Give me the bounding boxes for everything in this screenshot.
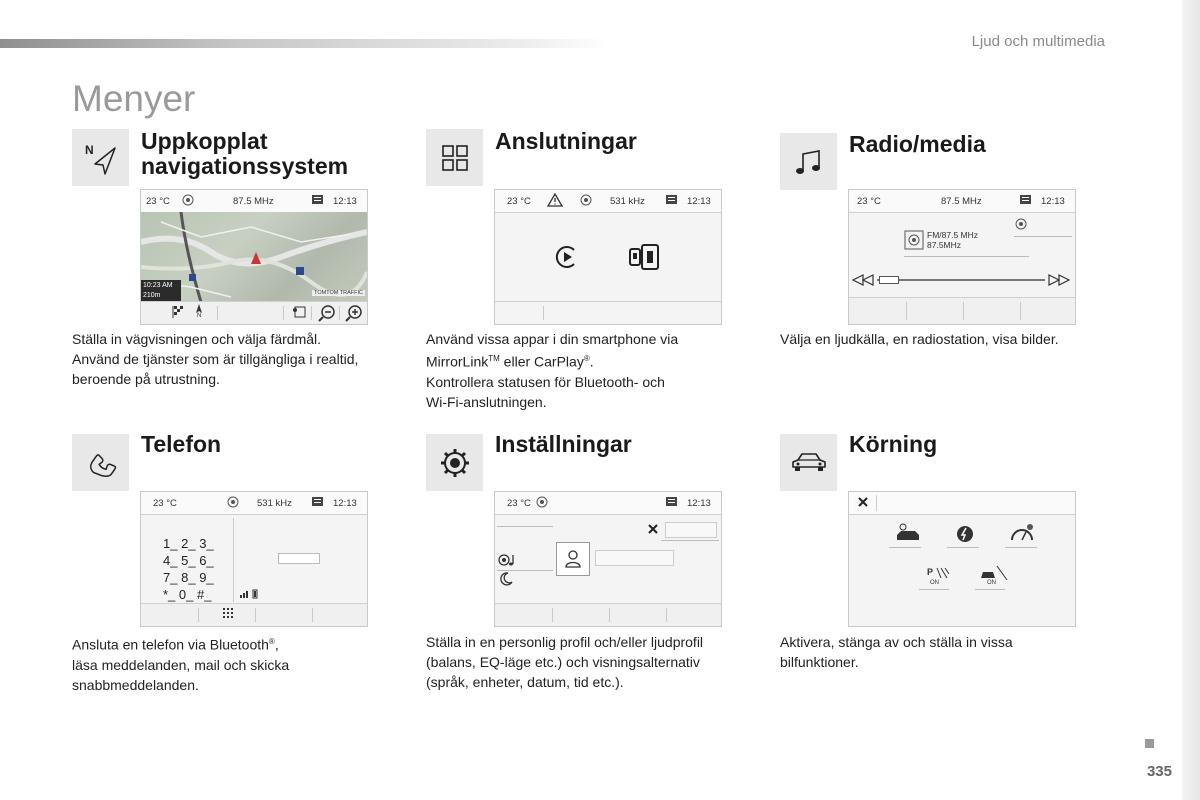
card-description: Använd vissa appar i din smartphone via MirrorLink™ eller CarPlay®. Kontrollera statusen för Bluetooth- och Wi-Fi-anslutningen. [426, 331, 679, 410]
card-description: Aktivera, stänga av och ställa in vissa bilfunktioner. [780, 634, 1013, 670]
page-edge [1182, 0, 1200, 800]
station-icon [904, 230, 924, 253]
card-title: Radio/media [849, 131, 986, 157]
svg-text:P: P [927, 567, 934, 577]
card-navigation [72, 129, 417, 399]
card-title: Anslutningar [495, 128, 637, 154]
radio-signal-icon[interactable] [1014, 217, 1028, 234]
zoom-in-icon[interactable] [345, 304, 363, 325]
section-label: Ljud och multimedia [971, 33, 1105, 50]
map-settings-icon[interactable] [291, 305, 307, 322]
svg-text:N: N [84, 142, 94, 157]
warning-icon [547, 193, 563, 210]
card-description: Välja en ljudkälla, en radiostation, visa bilder. [780, 331, 1059, 347]
user-profile-icon [557, 543, 589, 575]
audio-settings-icon[interactable] [497, 552, 519, 571]
driving-screen-preview: P ON ON [848, 491, 1076, 627]
card-phone [72, 432, 417, 692]
moon-icon[interactable] [499, 572, 513, 589]
phone-handset-icon [72, 434, 129, 491]
message-icon [665, 496, 679, 511]
page-title: Menyer [72, 78, 196, 119]
message-icon [311, 496, 325, 511]
dial-pad[interactable]: 1_ 2_ 3_ 4_ 5_ 6_ 7_ 8_ 9_ *_ 0_ #_ [153, 518, 234, 602]
keypad-icon[interactable] [221, 607, 235, 624]
tomtom-logo: TOMTOM TRAFFIC [314, 290, 363, 296]
connections-screen-preview: 23 °C 531 kHz 12:13 [494, 189, 722, 325]
tuner-slider[interactable] [879, 276, 899, 284]
fast-forward-icon[interactable] [1047, 273, 1071, 290]
top-gradient-bar [0, 39, 610, 48]
carplay-icon[interactable] [552, 242, 582, 275]
phone-screen-preview: 23 °C 531 kHz 12:13 1_ 2_ 3_ 4_ 5_ 6_ 7_ 8_ 9_ *_ 0_ #_ [140, 491, 368, 627]
eco-mode-icon[interactable] [951, 524, 977, 547]
radio-screen-preview: 23 °C 87.5 MHz 12:13 FM/87.5 MHz 87.5MHz [848, 189, 1076, 325]
signal-strength-icon [239, 587, 259, 602]
close-icon[interactable] [647, 523, 659, 538]
settings-field[interactable] [665, 522, 717, 538]
profile-button[interactable] [556, 542, 590, 576]
radio-signal-icon [579, 193, 593, 210]
navigation-arrow-icon [72, 129, 129, 186]
card-title: Telefon [141, 431, 222, 457]
message-icon [665, 194, 679, 209]
number-field[interactable] [278, 553, 320, 564]
message-icon [311, 194, 325, 209]
settings-screen-preview: 23 °C 12:13 [494, 491, 722, 627]
zoom-out-icon[interactable] [318, 304, 336, 325]
card-driving [780, 432, 1125, 672]
radio-signal-icon [226, 495, 240, 512]
profile-name-field[interactable] [595, 550, 674, 566]
checkered-flag-icon[interactable] [171, 305, 185, 322]
page-number: 335 [1146, 763, 1172, 780]
mirrorlink-icon[interactable] [628, 242, 664, 275]
radio-signal-icon [535, 495, 549, 512]
card-title: Inställningar [495, 431, 632, 457]
gear-icon [426, 434, 483, 491]
grid-squares-icon [426, 129, 483, 186]
radio-signal-icon [181, 193, 195, 210]
card-connections [426, 129, 771, 409]
rewind-icon[interactable] [851, 273, 875, 290]
nav-screen-preview: 23 °C 87.5 MHz 12:13 10:23 AM 210m TOMTOM TRAFFIC N [140, 189, 368, 325]
card-description: Ansluta en telefon via Bluetooth®, läsa meddelanden, mail och skicka snabbmeddelanden. [72, 636, 290, 693]
music-note-icon [780, 133, 837, 190]
card-radio-media [780, 129, 1125, 359]
speed-limit-icon[interactable] [1009, 522, 1035, 547]
card-title: Uppkopplat navigationssystem [141, 128, 349, 179]
map-view: 10:23 AM 210m TOMTOM TRAFFIC [141, 212, 367, 302]
card-description: Ställa in en personlig profil och/eller ljudprofil (balans, EQ-läge etc.) och visningsalternativ (språk, enheter, datum, tid etc.). [426, 634, 704, 690]
close-icon[interactable] [857, 496, 869, 511]
card-description: Ställa in vägvisningen och välja färdmål. Använd de tjänster som är tillgängliga i realtid, beroende på utrustning. [72, 331, 359, 387]
message-icon [1019, 194, 1033, 209]
card-settings [426, 432, 771, 692]
car-settings-icon[interactable] [894, 522, 922, 547]
card-title: Körning [849, 431, 938, 457]
page-marker [1145, 739, 1154, 748]
car-icon [780, 434, 837, 491]
